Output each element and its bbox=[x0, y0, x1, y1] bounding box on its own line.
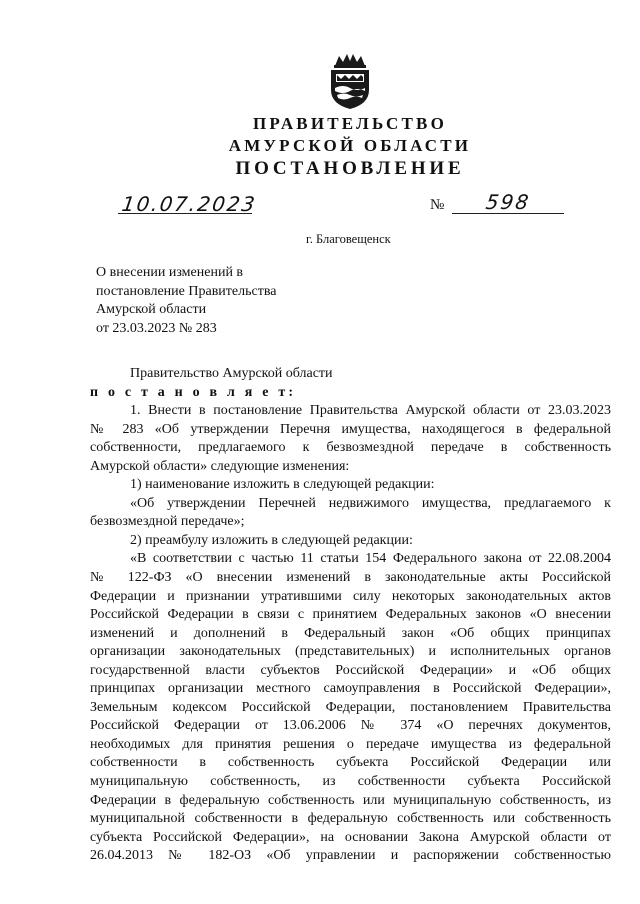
city-label: г. Благовещенск bbox=[306, 232, 391, 246]
decree-word: п о с т а н о в л я е т: bbox=[90, 384, 297, 400]
document-subject bbox=[96, 264, 356, 338]
document-date: 10.07.2023 bbox=[120, 192, 259, 216]
number-underline bbox=[452, 213, 564, 214]
body-line: изменений и дополнений в Федеральный закон «Об общих принципах bbox=[90, 625, 611, 641]
body-line: принципах организации местного самоуправления в Российской Федерации», bbox=[90, 681, 611, 697]
body-line: муниципальной собственности в федеральную собственность или собственность bbox=[90, 811, 611, 827]
amur-coat-of-arms-icon bbox=[327, 52, 373, 110]
body-line: собственности, предлагаемого к безвозмездной передаче в собственность bbox=[90, 440, 611, 456]
body-line: Земельным кодексом Российской Федерации, постановлением Правительства bbox=[90, 699, 611, 715]
subject-line: постановление Правительства bbox=[96, 283, 277, 299]
body-line: 1. Внести в постановление Правительства Амурской области от 23.03.2023 bbox=[130, 403, 611, 419]
body-line: 26.04.2013 № 182-ОЗ «Об управлении и распоряжении собственностью bbox=[90, 848, 611, 864]
date-underline bbox=[118, 213, 252, 214]
body-line: 2) преамбулу изложить в следующей редакции: bbox=[130, 532, 413, 548]
body-line: субъекта Российской Федерации», на основании Закона Амурской области от bbox=[90, 829, 611, 845]
government-title: ПРАВИТЕЛЬСТВО bbox=[253, 114, 447, 133]
body-line: 1) наименование изложить в следующей редакции: bbox=[130, 477, 435, 493]
subject-line: О внесении изменений в bbox=[96, 265, 244, 280]
body-line: № 283 «Об утверждении Перечня имущества, находящегося в федеральной bbox=[90, 421, 611, 437]
body-line: государственной власти субъектов Российской Федерации» и «Об общих bbox=[90, 662, 611, 678]
body-line: «В соответствии с частью 11 статьи 154 Федерального закона от 22.08.2004 bbox=[130, 551, 611, 567]
body-line: Российской Федерации в связи с принятием Федеральных законов «О внесении bbox=[90, 607, 611, 623]
subject-line: от 23.03.2023 № 283 bbox=[96, 320, 217, 336]
body-line: Федерации и признании утратившими силу некоторых законодательных актов bbox=[90, 588, 611, 604]
body-line: Правительство Амурской области bbox=[130, 366, 333, 381]
body-line: необходимых для принятия решения о передаче имущества из федеральной bbox=[90, 736, 611, 752]
region-title: АМУРСКОЙ ОБЛАСТИ bbox=[228, 136, 472, 155]
body-line: безвозмездной передаче»; bbox=[90, 514, 245, 530]
number-sign: № bbox=[430, 197, 445, 213]
body-line: «Об утверждении Перечней недвижимого имущества, предлагаемого к bbox=[130, 495, 611, 511]
body-line: собственности в собственность субъекта Российской Федерации или bbox=[90, 755, 611, 771]
body-line: Российской Федерации от 13.06.2006 № 374 «О перечнях документов, bbox=[90, 718, 611, 734]
document-number: 598 bbox=[484, 190, 532, 214]
body-line: Амурской области» следующие изменения: bbox=[90, 458, 350, 474]
body-line: организации законодательных (представительных) и исполнительных органов bbox=[90, 644, 611, 660]
body-line: № 122-ФЗ «О внесении изменений в законодательные акты Российской bbox=[90, 570, 611, 586]
document-body bbox=[90, 365, 611, 866]
body-line: муниципальную собственность, из собственности субъекта Российской bbox=[90, 774, 611, 790]
document-type-title: ПОСТАНОВЛЕНИЕ bbox=[235, 158, 465, 179]
subject-line: Амурской области bbox=[96, 302, 207, 318]
body-line: Федерации в федеральную собственность или муниципальную собственность, из bbox=[90, 792, 611, 808]
